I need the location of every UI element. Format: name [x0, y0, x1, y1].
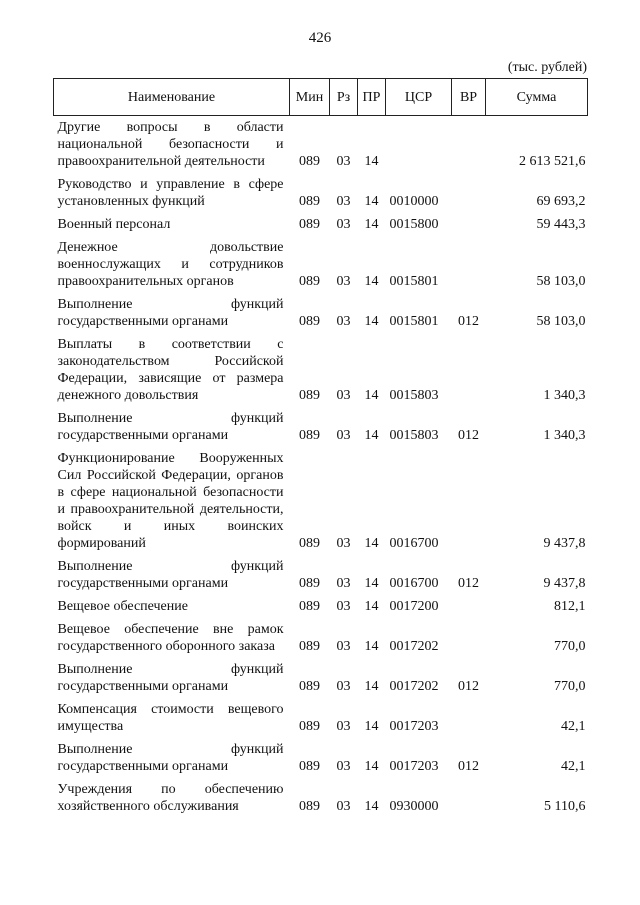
- cell-name: Выполнение функций государственными органами: [57, 411, 284, 443]
- cell-pr: 14: [364, 274, 379, 289]
- table-row: [54, 116, 588, 174]
- cell-name: Учреждения по обеспечению хозяйственного обслуживания: [57, 782, 284, 814]
- cell-vr: 012: [458, 576, 479, 591]
- cell-sum: 58 103,0: [536, 274, 586, 289]
- cell-csr: 0016700: [389, 536, 439, 551]
- cell-name: Денежное довольствие военнослужащих и сотрудников правоохранительных органов: [57, 240, 284, 289]
- cell-vr: [452, 116, 486, 174]
- cell-name: Выполнение функций государственными органами: [57, 559, 284, 591]
- cell-pr: 14: [364, 679, 379, 694]
- cell-sum: 770,0: [554, 639, 586, 654]
- cell-rz: 03: [336, 759, 351, 774]
- cell-name: Вещевое обеспечение вне рамок государственного оборонного заказа: [57, 622, 284, 654]
- cell-csr: 0015801: [389, 274, 439, 289]
- table-row: [54, 595, 588, 618]
- cell-sum: 812,1: [554, 599, 586, 614]
- header-vr: ВР: [452, 79, 486, 116]
- cell-min: 089: [299, 154, 320, 169]
- cell-min: 089: [299, 599, 320, 614]
- cell-rz: 03: [336, 599, 351, 614]
- cell-pr: 14: [364, 194, 379, 209]
- cell-vr: [452, 236, 486, 293]
- table-row: [54, 658, 588, 698]
- cell-rz: 03: [336, 217, 351, 232]
- cell-csr: 0015803: [389, 388, 439, 403]
- table-row: [54, 173, 588, 213]
- cell-pr: 14: [364, 576, 379, 591]
- table-row: [54, 213, 588, 236]
- cell-sum: 5 110,6: [544, 799, 586, 814]
- cell-vr: [452, 213, 486, 236]
- cell-rz: 03: [336, 428, 351, 443]
- cell-pr: 14: [364, 428, 379, 443]
- cell-name: Выполнение функций государственными органами: [57, 662, 284, 694]
- cell-name: Функционирование Вооруженных Сил Российской Федерации, органов в сфере национальной безопасности и правоохранительной деятельности, войск и иных воинских формирований: [57, 451, 284, 551]
- cell-csr: 0016700: [389, 576, 439, 591]
- cell-name: Выплаты в соответствии с законодательством Российской Федерации, зависящие от размера денежного довольствия: [57, 337, 284, 403]
- cell-min: 089: [299, 388, 320, 403]
- cell-sum: 2 613 521,6: [519, 154, 586, 169]
- header-min: Мин: [290, 79, 330, 116]
- table-row: [54, 555, 588, 595]
- table-row: [54, 407, 588, 447]
- cell-csr: [386, 116, 452, 174]
- cell-name: Военный персонал: [57, 217, 171, 232]
- cell-pr: 14: [364, 217, 379, 232]
- header-row: [54, 79, 588, 116]
- cell-name: Вещевое обеспечение: [57, 599, 188, 614]
- cell-sum: 59 443,3: [536, 217, 586, 232]
- budget-table: [53, 78, 588, 818]
- table-row: [54, 293, 588, 333]
- cell-csr: 0017202: [389, 639, 439, 654]
- units-label: (тыс. рублей): [507, 60, 587, 75]
- cell-csr: 0017200: [389, 599, 439, 614]
- cell-csr: 0017202: [389, 679, 439, 694]
- cell-csr: 0015803: [389, 428, 439, 443]
- cell-vr: [452, 778, 486, 818]
- cell-rz: 03: [336, 639, 351, 654]
- cell-min: 089: [299, 217, 320, 232]
- cell-vr: 012: [458, 759, 479, 774]
- cell-pr: 14: [364, 599, 379, 614]
- cell-min: 089: [299, 679, 320, 694]
- cell-sum: 1 340,3: [543, 388, 586, 403]
- cell-sum: 42,1: [561, 719, 586, 734]
- cell-rz: 03: [336, 719, 351, 734]
- cell-vr: [452, 698, 486, 738]
- table-row: [54, 698, 588, 738]
- cell-pr: 14: [364, 314, 379, 329]
- cell-pr: 14: [364, 759, 379, 774]
- cell-csr: 0930000: [389, 799, 439, 814]
- table-row: [54, 236, 588, 293]
- header-name: Наименование: [54, 79, 290, 116]
- header-rz: Рз: [330, 79, 358, 116]
- cell-min: 089: [299, 719, 320, 734]
- cell-min: 089: [299, 639, 320, 654]
- cell-sum: 1 340,3: [543, 428, 586, 443]
- table-row: [54, 333, 588, 407]
- cell-min: 089: [299, 799, 320, 814]
- cell-csr: 0010000: [389, 194, 439, 209]
- cell-vr: 012: [458, 428, 479, 443]
- cell-rz: 03: [336, 576, 351, 591]
- cell-sum: 9 437,8: [543, 536, 586, 551]
- cell-pr: 14: [364, 536, 379, 551]
- table-row: [54, 778, 588, 818]
- table-row: [54, 447, 588, 555]
- cell-rz: 03: [336, 679, 351, 694]
- cell-rz: 03: [336, 154, 351, 169]
- cell-csr: 0017203: [389, 759, 439, 774]
- cell-name: Компенсация стоимости вещевого имущества: [57, 702, 284, 734]
- cell-min: 089: [299, 194, 320, 209]
- cell-min: 089: [299, 576, 320, 591]
- cell-min: 089: [299, 759, 320, 774]
- cell-sum: 9 437,8: [543, 576, 586, 591]
- cell-vr: [452, 618, 486, 658]
- cell-vr: 012: [458, 314, 479, 329]
- cell-sum: 42,1: [561, 759, 586, 774]
- cell-name: Выполнение функций государственными органами: [57, 297, 284, 329]
- cell-pr: 14: [364, 799, 379, 814]
- cell-vr: [452, 333, 486, 407]
- cell-vr: [452, 173, 486, 213]
- cell-pr: 14: [364, 639, 379, 654]
- cell-sum: 770,0: [554, 679, 586, 694]
- cell-csr: 0017203: [389, 719, 439, 734]
- cell-min: 089: [299, 428, 320, 443]
- cell-pr: 14: [364, 154, 379, 169]
- table-row: [54, 738, 588, 778]
- cell-vr: 012: [458, 679, 479, 694]
- cell-min: 089: [299, 536, 320, 551]
- cell-rz: 03: [336, 314, 351, 329]
- cell-vr: [452, 595, 486, 618]
- cell-name: Руководство и управление в сфере установленных функций: [57, 177, 284, 209]
- cell-min: 089: [299, 274, 320, 289]
- page-number: 426: [308, 30, 332, 46]
- header-sum: Сумма: [486, 79, 588, 116]
- cell-csr: 0015801: [389, 314, 439, 329]
- header-pr: ПР: [358, 79, 386, 116]
- cell-vr: [452, 447, 486, 555]
- cell-rz: 03: [336, 388, 351, 403]
- table-row: [54, 618, 588, 658]
- cell-rz: 03: [336, 536, 351, 551]
- cell-csr: 0015800: [389, 217, 439, 232]
- header-csr: ЦСР: [386, 79, 452, 116]
- cell-sum: 69 693,2: [536, 194, 586, 209]
- cell-rz: 03: [336, 799, 351, 814]
- cell-rz: 03: [336, 194, 351, 209]
- cell-pr: 14: [364, 388, 379, 403]
- cell-rz: 03: [336, 274, 351, 289]
- cell-sum: 58 103,0: [536, 314, 586, 329]
- cell-name: Другие вопросы в области национальной безопасности и правоохранительной деятельности: [57, 120, 284, 169]
- cell-name: Выполнение функций государственными органами: [57, 742, 284, 774]
- cell-min: 089: [299, 314, 320, 329]
- cell-pr: 14: [364, 719, 379, 734]
